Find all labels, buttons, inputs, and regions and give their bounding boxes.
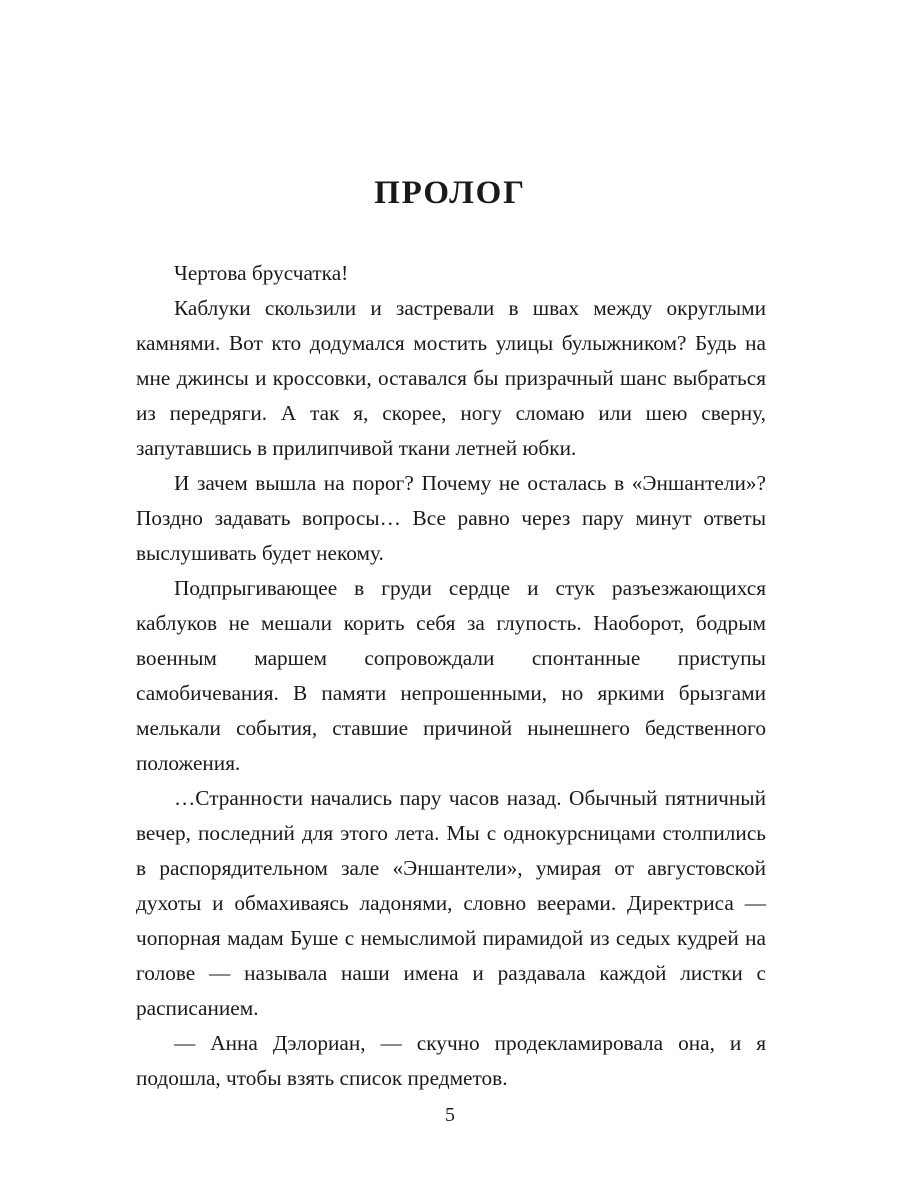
paragraph: Подпрыгивающее в груди сердце и стук разъезжающихся каблуков не мешали корить себя за глупость. Наоборот, бодрым военным маршем сопровождали спонтанные приступы самобичевания. В памяти непрошенными, но яркими брызгами мелькали события, ставшие причиной нынешнего бедственного положения. bbox=[136, 576, 766, 775]
paragraph: Чертова брусчатка! bbox=[174, 261, 349, 285]
paragraph: И зачем вышла на порог? Почему не осталась в «Эншантели»? Поздно задавать вопросы… Все равно через пару минут ответы выслушивать будет некому. bbox=[136, 471, 766, 565]
paragraph: …Странности начались пару часов назад. Обычный пятничный вечер, последний для этого лета. Мы с однокурсницами столпились в распорядительном зале «Эншантели», умирая от августовской духоты и обмахиваясь ладонями, словно веерами. Директриса — чопорная мадам Буше с немыслимой пирамидой из седых кудрей на голове — называла наши имена и раздавала каждой листки с расписанием. bbox=[136, 786, 766, 1020]
page-number: 5 bbox=[445, 1104, 455, 1126]
paragraph: Каблуки скользили и застревали в швах между округлыми камнями. Вот кто додумался мостить улицы булыжником? Будь на мне джинсы и кроссовки, оставался бы призрачный шанс выбраться из передряги. А так я, скорее, ногу сломаю или шею сверну, запутавшись в прилипчивой ткани летней юбки. bbox=[136, 296, 766, 460]
body-text-block bbox=[136, 256, 766, 1096]
paragraph: — Анна Дэлориан, — скучно продекламировала она, и я подошла, чтобы взять список предметов. bbox=[136, 1031, 766, 1090]
page-title: ПРОЛОГ bbox=[374, 175, 526, 212]
